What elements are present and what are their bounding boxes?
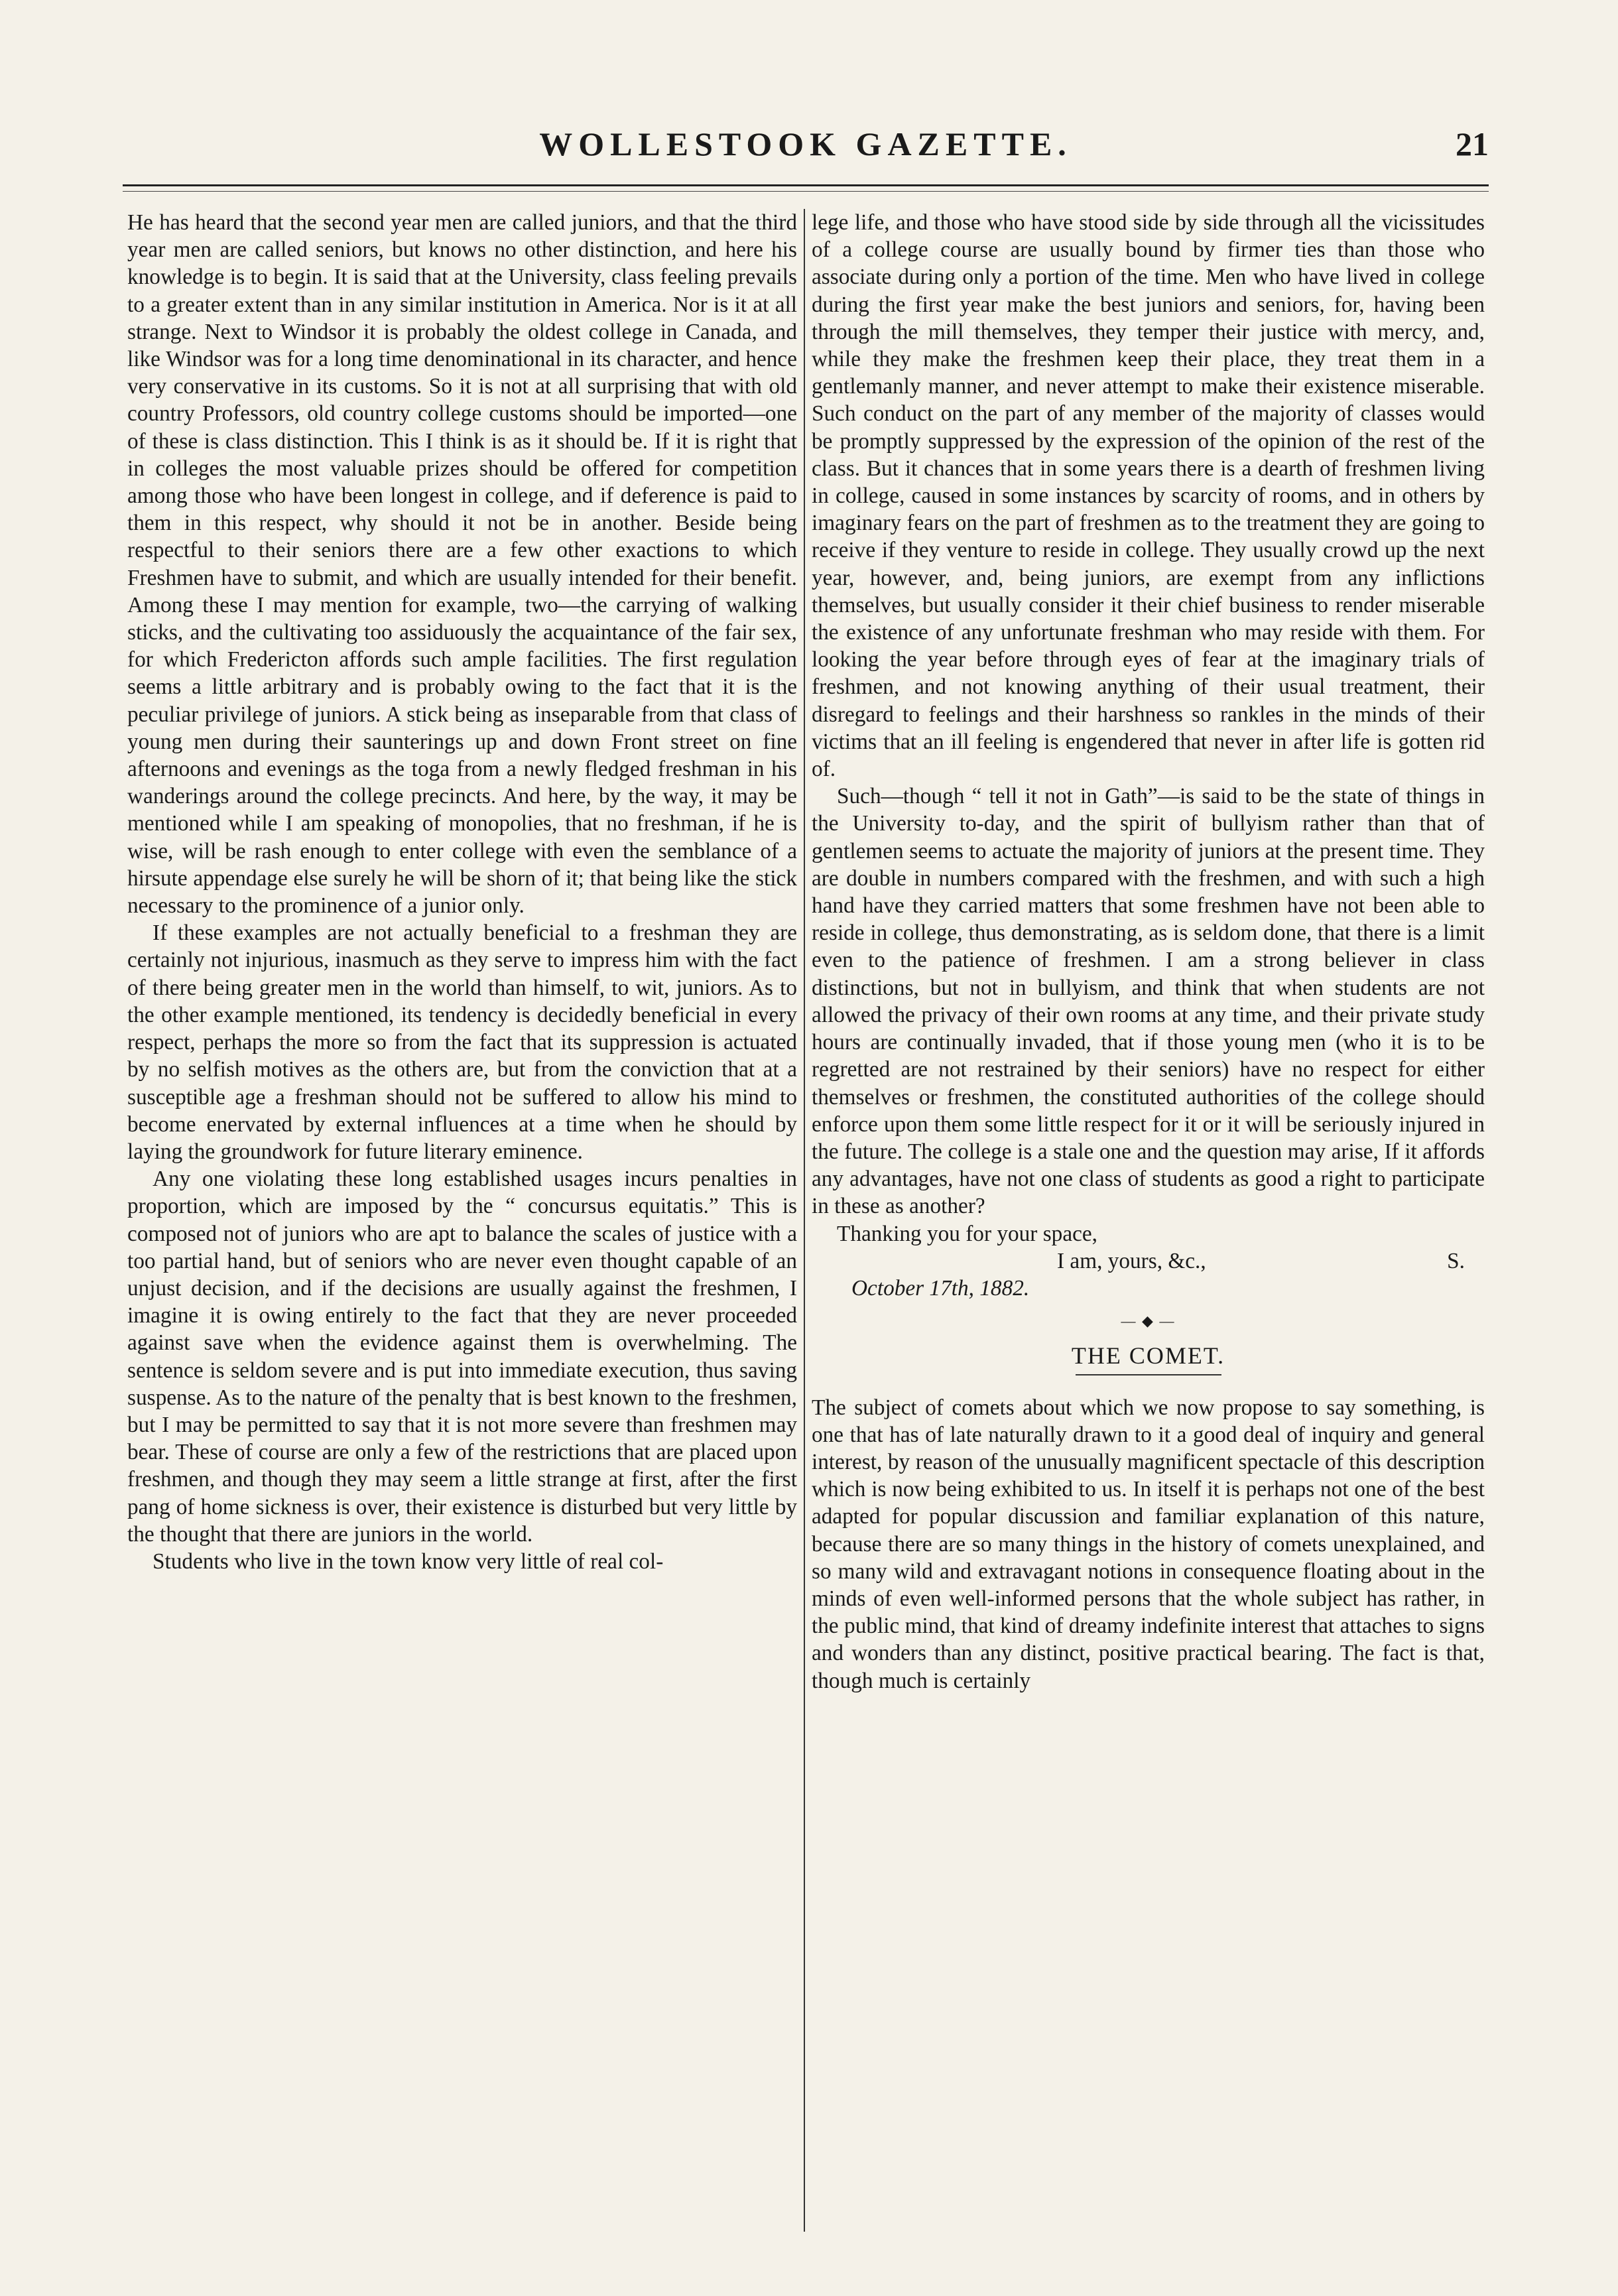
letter-date: October 17th, 1882. — [851, 1275, 1030, 1301]
body-paragraph: Students who live in the town know very little of real col- — [153, 1549, 664, 1574]
header-rule-thin — [123, 191, 1489, 192]
body-paragraph: He has heard that the second year men are called juniors, and that the third year men are called seniors, but knows no other distinction, and here his knowledge is to begin. It is said that at the University, class feeling prevails to a greater extent than in any similar institution in America. Nor is it at all strange. Next to Windsor it is probably the oldest college in Canada, and like Windsor was for a long time denominational in its character, and hence very conservative in its customs. So it is not at all surprising that with old country Professors, old country college customs should be imported—one of these is class distinction. This I think is as it should be. If it is right that in colleges the most valuable prizes should be offered for competition among those who have been longest in college, and if deference is paid to them in this respect, why should it not be in another. Beside being respectful to their seniors there are a few other exactions to which Freshmen have to submit, and which are usually intended for their benefit. Among these I may mention for example, two—the carrying of walking sticks, and the cultivating too assiduously the acquaintance of the fair sex, for which Fredericton affords such ample facilities. The first regulation seems a little arbitrary and is probably owing to the fact that it is the peculiar privilege of juniors. A stick being as inseparable from that class of young men during their saunterings up and down Front street on fine afternoons and evenings as the toga from a newly fledged freshman in his wanderings around the college precincts. And here, by the way, it may be mentioned while I am speaking of monopolies, that no freshman, if he is wise, will be rash enough to enter college with even the semblance of a hirsute appendage else surely he will be shorn of it; that being like the stick necessary to the prominence of a junior only. — [127, 210, 797, 919]
page-number: 21 — [1456, 125, 1489, 162]
section-title: THE COMET. — [1071, 1342, 1225, 1370]
letter-thanks: Thanking you for your space, — [837, 1221, 1097, 1246]
signoff-closing: I am, yours, &c., — [1057, 1248, 1206, 1273]
letter-signoff — [812, 1247, 1485, 1302]
signoff-initial: S. — [1447, 1248, 1465, 1273]
body-paragraph: Any one violating these long established usages incurs penalties in proportion, which are imposed by the “ concursus equitatis.” This is composed not of juniors who are apt to balance the scales of justice with a too partial hand, but of seniors who are never even thought capable of an unjust decision, and if the decisions are usually against the freshmen, I imagine it is owing entirely to the fact that they are never proceeded against save when the evidence against them is overwhelming. The sentence is seldom severe and is put into immediate execution, thus saving suspense. As to the nature of the penalty that is best known to the freshmen, but I may be permitted to say that it is not more severe than freshmen may bear. These of course are only a few of the restrictions that are placed upon freshmen, and though they may seem a little strange at first, after the first pang of home sickness is over, their existence is disturbed but very little by the thought that there are juniors in the world. — [127, 1167, 797, 1547]
header-rule — [123, 184, 1489, 186]
publication-title: WOLLESTOOK GAZETTE. — [539, 125, 1072, 162]
section-title-rule — [1076, 1374, 1221, 1375]
body-paragraph: The subject of comets about which we now propose to say something, is one that has of late naturally drawn to it a good deal of inquiry and general interest, by reason of the unusually magnificent spectacle of this description which is now being exhibited to us. In itself it is perhaps not one of the best adapted for popular discussion and familiar explanation of this nature, because there are so many things in the history of comets unexplained, and so many wild and extravagant notions in consequence floating about in the minds of even well-informed persons that the whole subject has rather, in the public mind, that kind of dreamy indefinite interest that attaches to signs and wonders than any distinct, positive practical bearing. The fact is that, though much is certainly — [812, 1395, 1485, 1693]
column-divider — [804, 209, 805, 2232]
left-column — [127, 209, 797, 2225]
body-paragraph: Such—though “ tell it not in Gath”—is said to be the state of things in the University to-day, and the spirit of bullyism rather than that of gentlemen seems to actuate the majority of juniors at the present time. They are double in numbers compared with the freshmen, and with such a high hand have they carried matters that some freshmen have not been able to reside in college, thus demonstrating, as is seldom done, that there is a limit even to the patience of freshmen. I am a strong believer in class distinctions, but not in bullyism, and think that when students are not allowed the privacy of their own rooms at any time, and their private study hours are continually invaded, that if those young men (who it is to be regretted are not restrained by their seniors) have no respect for either themselves or freshmen, the constituted authorities of the college should enforce upon them some little respect for it or it will be seriously injured in the future. The college is a stale one and the question may arise, If it affords any advantages, have not one class of students as good a right to participate in these as another? — [812, 784, 1485, 1219]
page-header — [123, 118, 1489, 178]
body-paragraph: lege life, and those who have stood side by side through all the vicissitudes of a college course are usually bound by firmer ties than those who associate during only a portion of the time. Men who have lived in college during the first year make the best juniors and seniors, for, having been through the mill themselves, they temper their justice with mercy, and, while they make the freshmen keep their place, they treat them in a gentlemanly manner, and never attempt to make their existence miserable. Such conduct on the part of any member of the majority of classes would be promptly suppressed by the expression of the opinion of the rest of the class. But it chances that in some years there is a dearth of freshmen living in college, caused in some instances by scarcity of rooms, and in others by imaginary fears on the part of freshmen as to the treatment they are going to receive if they venture to reside in college. They usually crowd up the next year, however, and, being juniors, are exempt from any inflictions themselves, but usually consider it their chief business to render miserable the existence of any unfortunate freshman who may reside with them. For looking the year before through eyes of fear at the imaginary trials of freshmen, and not knowing anything of their usual treatment, their disregard to feelings and their harshness so rankles in the minds of their victims that an ill feeling is engendered that never in after life is gotten rid of. — [812, 210, 1485, 782]
ornament-divider: — ◆ — — [1121, 1312, 1176, 1330]
right-column — [812, 209, 1485, 2225]
body-paragraph: If these examples are not actually beneficial to a freshman they are certainly not injurious, inasmuch as they serve to impress him with the fact of there being greater men in the world than himself, to wit, juniors. As to the other example mentioned, its tendency is decidedly beneficial in every respect, perhaps the more so from the fact that its suppression is actuated by no selfish motives as the others are, but from the conviction that at a susceptible age a freshman should not be suffered to allow his mind to become enervated by external influences at a time when he should by laying the groundwork for future literary eminence. — [127, 921, 797, 1164]
